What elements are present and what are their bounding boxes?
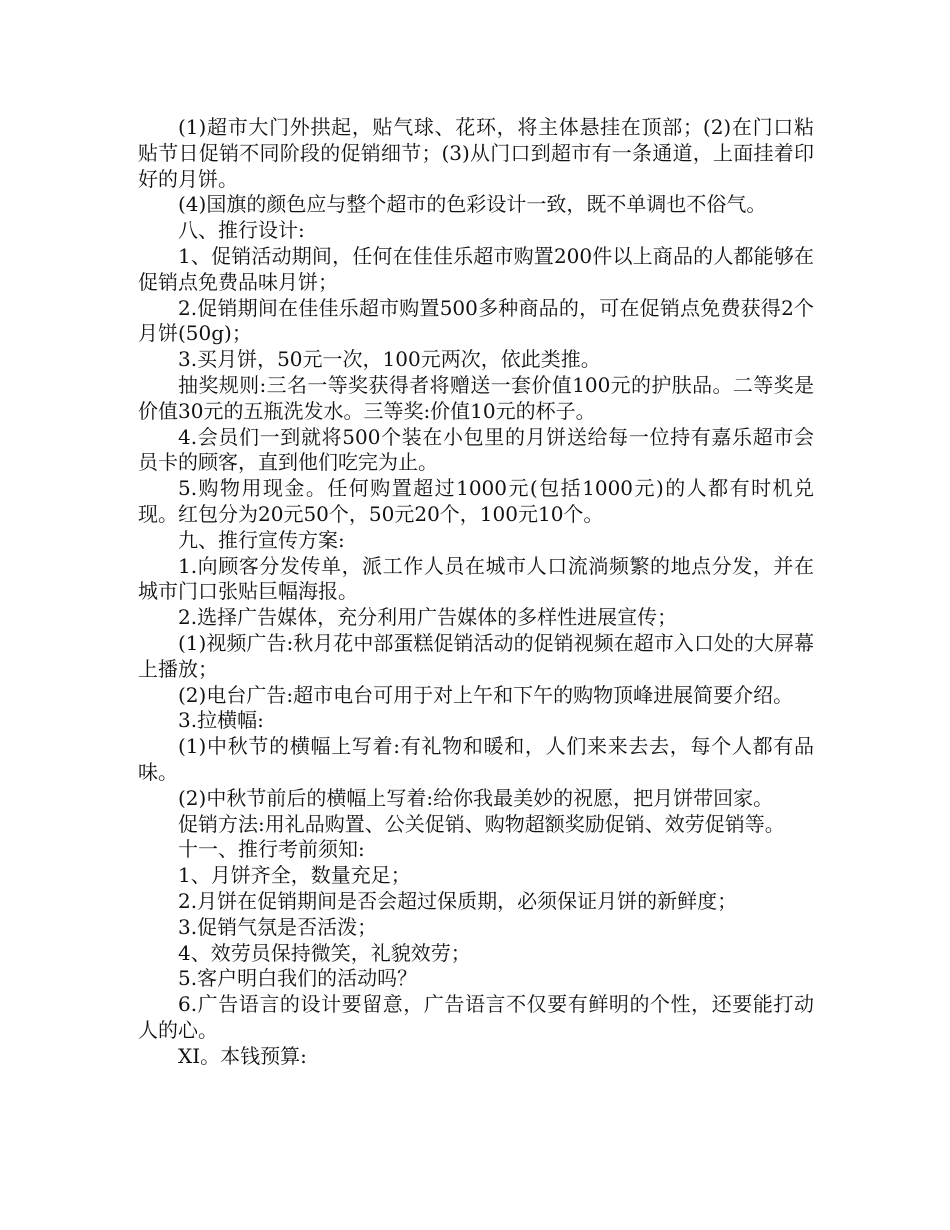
paragraph: (1)超市大门外拱起，贴气球、花环，将主体悬挂在顶部；(2)在门口粘贴节日促销不同阶段的促销细节；(3)从门口到超市有一条通道，上面挂着印好的月饼。 bbox=[138, 115, 814, 191]
paragraph: 2.促销期间在佳佳乐超市购置500多种商品的，可在促销点免费获得2个月饼(50g)； bbox=[138, 295, 814, 346]
section-heading: 十一、推行考前须知: bbox=[178, 837, 365, 862]
paragraph: 1.向顾客分发传单，派工作人员在城市人口流淌频繁的地点分发，并在城市门口张贴巨幅海报。 bbox=[138, 553, 814, 604]
paragraph: 抽奖规则:三名一等奖获得者将赠送一套价值100元的护肤品。二等奖是价值30元的五瓶洗发水。三等奖:价值10元的杯子。 bbox=[138, 372, 814, 423]
paragraph: 4.会员们一到就将500个装在小包里的月饼送给每一位持有嘉乐超市会员卡的顾客，直到他们吃完为止。 bbox=[138, 424, 814, 475]
paragraph: (1)视频广告:秋月花中部蛋糕促销活动的促销视频在超市入口处的大屏幕上播放； bbox=[138, 630, 814, 681]
paragraph: 2.月饼在促销期间是否会超过保质期，必须保证月饼的新鲜度； bbox=[178, 888, 738, 913]
paragraph: 3.拉横幅: bbox=[178, 708, 264, 733]
paragraph: (1)中秋节的横幅上写着:有礼物和暖和，人们来来去去，每个人都有品味。 bbox=[138, 734, 814, 784]
paragraph: 5.客户明白我们的活动吗？ bbox=[178, 966, 418, 991]
document-body bbox=[138, 115, 814, 1069]
paragraph: 1、促销活动期间，任何在佳佳乐超市购置200件以上商品的人都能够在促销点免费品味月饼； bbox=[138, 243, 814, 294]
section-heading: 八、推行设计: bbox=[178, 218, 305, 243]
paragraph: 4、效劳员保持微笑，礼貌效劳； bbox=[178, 940, 471, 965]
paragraph: (2)电台广告:超市电台可用于对上午和下午的购物顶峰进展简要介绍。 bbox=[178, 682, 794, 707]
paragraph: 3.促销气氛是否活泼； bbox=[178, 914, 378, 939]
paragraph: 3.买月饼，50元一次，100元两次，依此类推。 bbox=[178, 347, 601, 372]
paragraph: 2.选择广告媒体，充分利用广告媒体的多样性进展宣传； bbox=[178, 605, 678, 630]
paragraph: 促销方法:用礼品购置、公关促销、购物超额奖励促销、效劳促销等。 bbox=[178, 811, 785, 836]
paragraph: 6.广告语言的设计要留意，广告语言不仅要有鲜明的个性，还要能打动人的心。 bbox=[138, 992, 814, 1042]
paragraph: (4)国旗的颜色应与整个超市的色彩设计一致，既不单调也不俗气。 bbox=[178, 192, 767, 217]
section-heading: XI。本钱预算: bbox=[178, 1043, 307, 1068]
paragraph: 1、月饼齐全，数量充足； bbox=[178, 863, 411, 888]
paragraph: (2)中秋节前后的横幅上写着:给你我最美妙的祝愿，把月饼带回家。 bbox=[178, 785, 774, 810]
section-heading: 九、推行宣传方案: bbox=[178, 527, 345, 552]
paragraph: 5.购物用现金。任何购置超过1000元(包括1000元)的人都有时机兑现。红包分为20元50个，50元20个，100元10个。 bbox=[138, 476, 814, 526]
